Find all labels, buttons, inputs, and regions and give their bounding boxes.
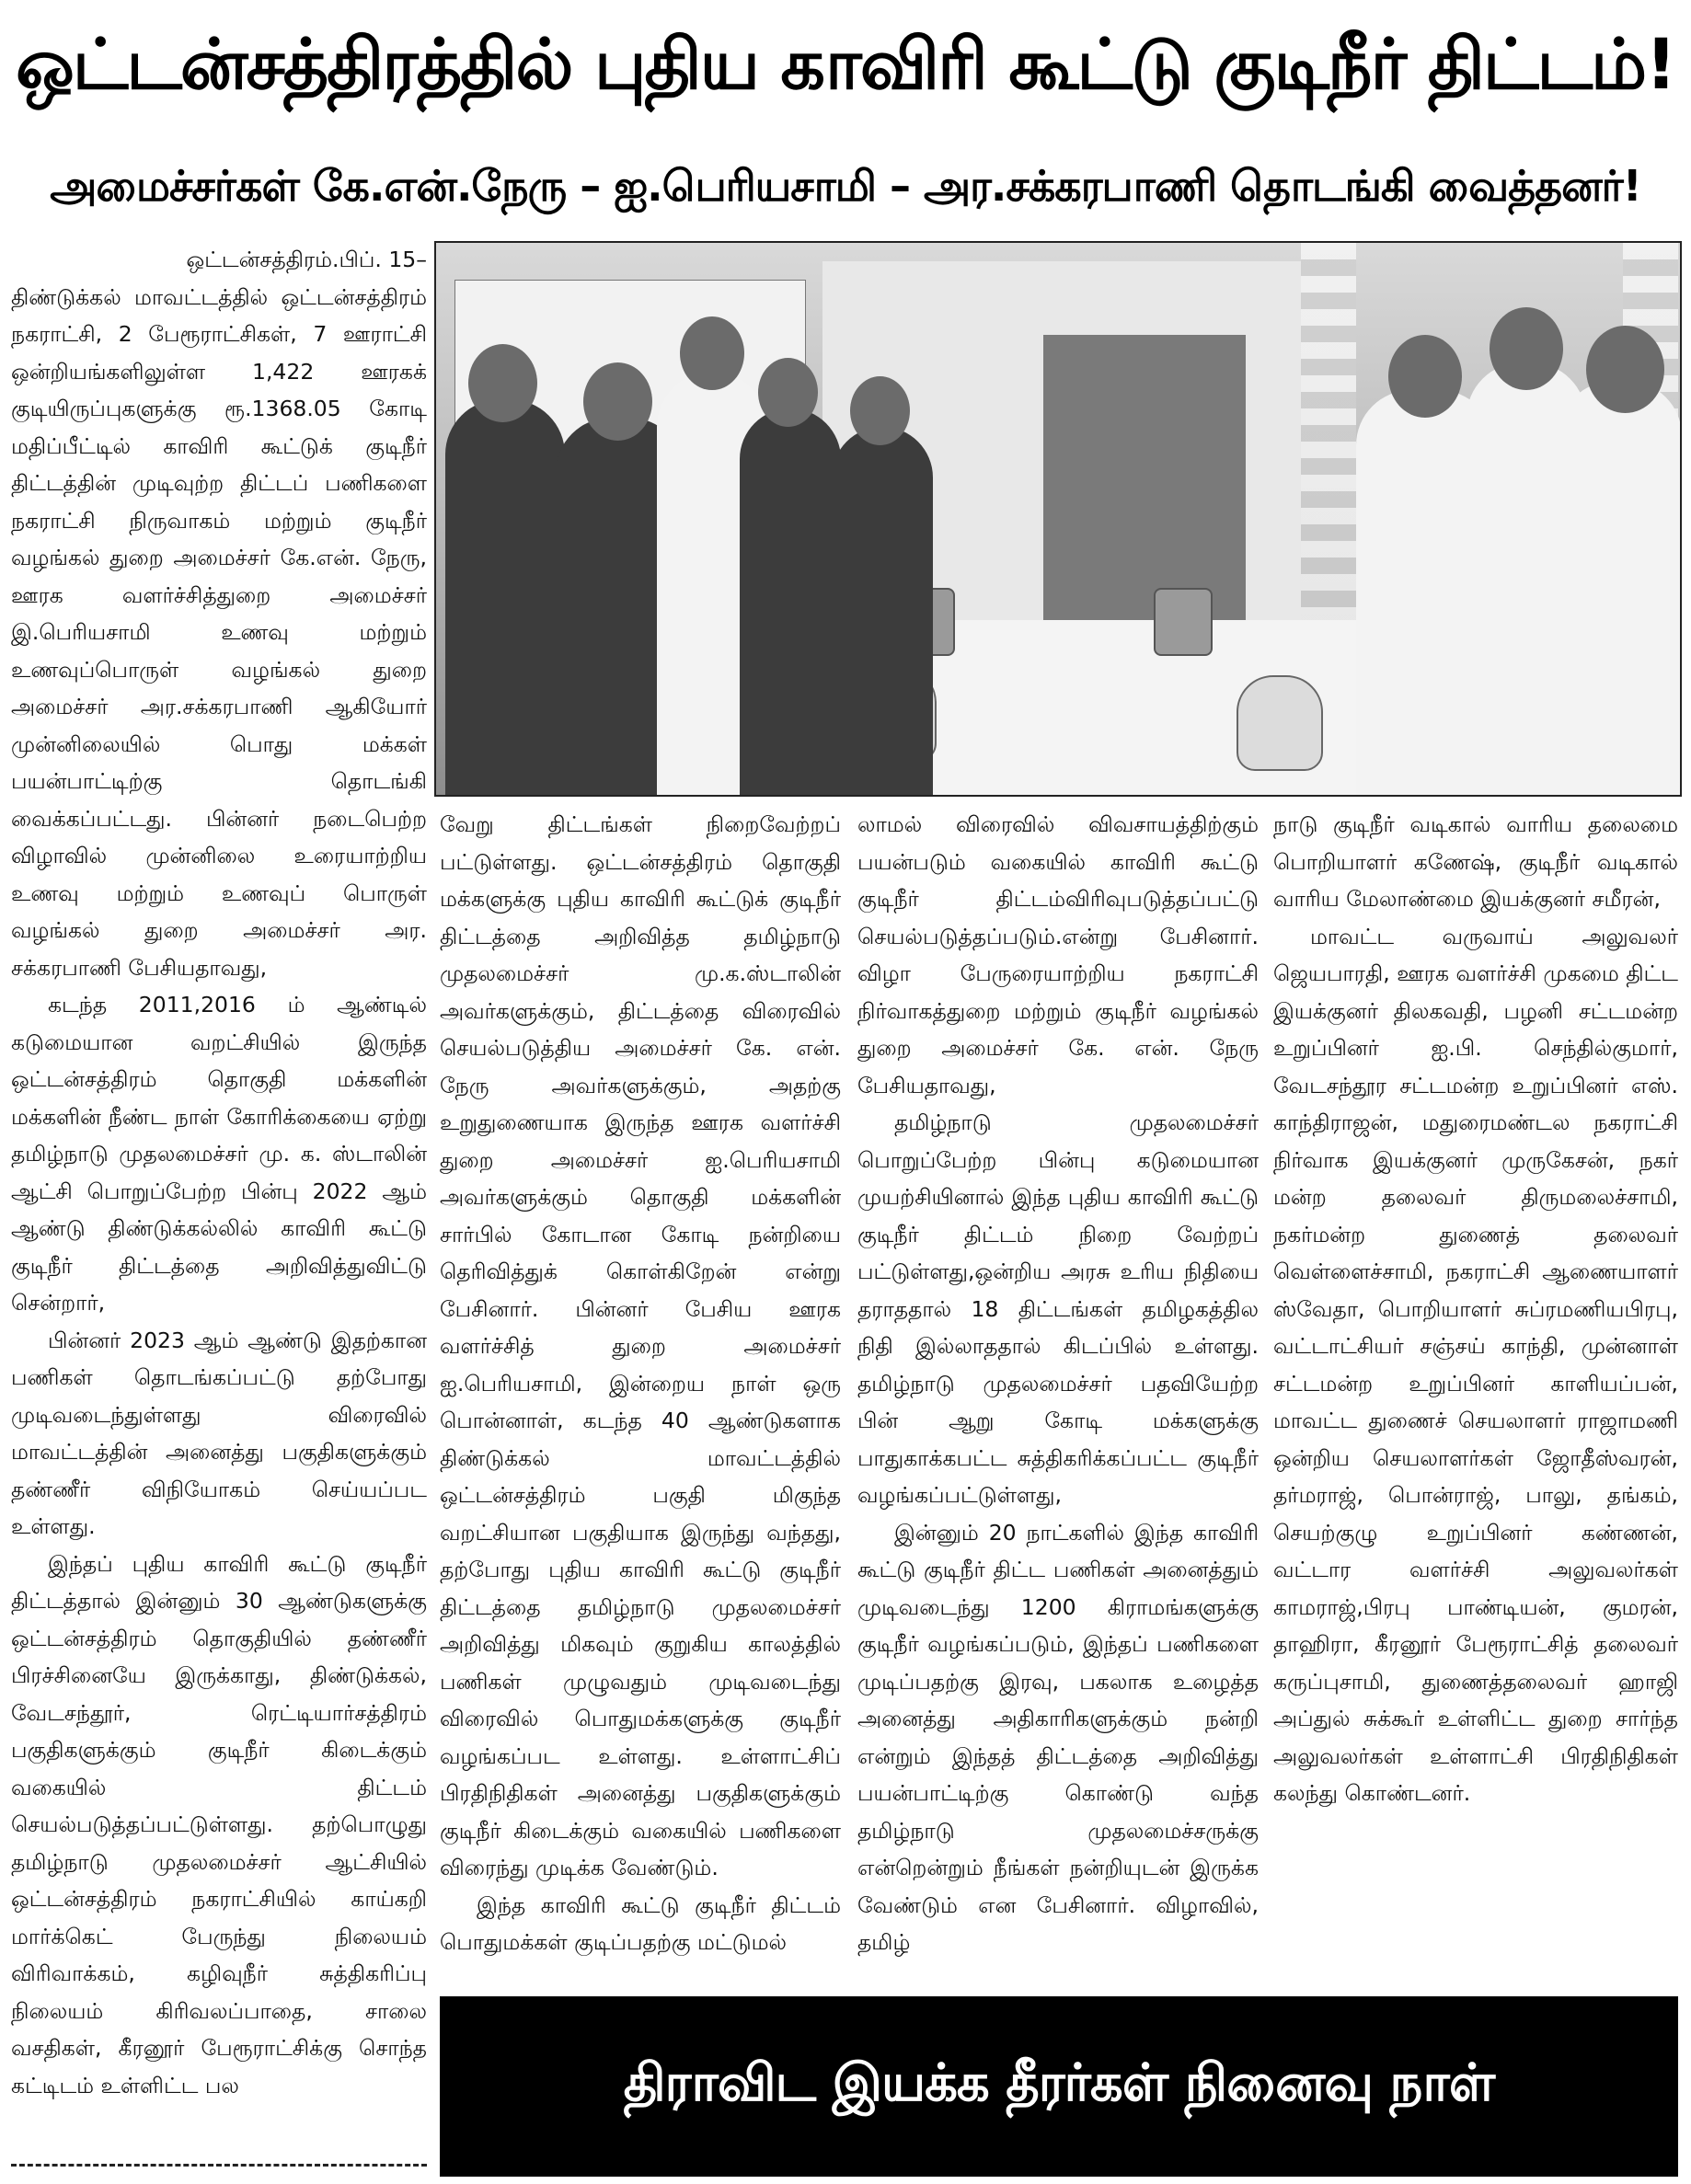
paragraph: மாவட்ட வருவாய் அலுவலர் ஜெயபாரதி, ஊரக வளர்ச்சி முகமை திட்ட இயக்குனர் திலகவதி, பழனி சட்டமன்ற உறுப்பினர் ஐ.பி. செந்தில்குமார், வேடசந்தூர சட்டமன்ற உறுப்பினர் எஸ். காந்திராஜன், மதுரைமண்டல நகராட்சி நிர்வாக இயக்குனர் முருகேசன், நகர் மன்ற தலைவர் திருமலைச்சாமி, நகர்மன்ற துணைத் தலைவர் வெள்ளைச்சாமி, நகராட்சி ஆணையாளர் ஸ்வேதா, பொறியாளர் சுப்ரமணியபிரபு, வட்டாட்சியர் சஞ்சய் காந்தி, முன்னாள் சட்டமன்ற உறுப்பினர் காளியப்பன், மாவட்ட துணைச் செயலாளர் ராஜாமணி ஒன்றிய செயலாளர்கள் ஜோதீஸ்வரன், தர்மராஜ், பொன்ராஜ், பாலு, தங்கம், செயற்குழு உறுப்பினர் கண்ணன், வட்டார வளர்ச்சி அலுவலர்கள் காமராஜ்,பிரபு பாண்டியன், குமரன், தாஹிரா, கீரனூர் பேரூராட்சித் தலைவர் கருப்புசாமி, துணைத்தலைவர் ஹாஜி அப்துல் சுக்கூர் உள்ளிட்ட துறை சார்ந்த அலுவலர்கள் உள்ளாட்சி பிரதிநிதிகள் கலந்து கொண்டனர். bbox=[1273, 923, 1678, 1806]
paragraph: இந்தப் புதிய காவிரி கூட்டு குடிநீர் திட்டத்தால் இன்னும் 30 ஆண்டுகளுக்கு ஒட்டன்சத்திரம் தொகுதியில் தண்ணீர் பிரச்சினையே இருக்காது, திண்டுக்கல், வேடசந்தூர், ரெட்டியார்சத்திரம் பகுதிகளுக்கும் குடிநீர் கிடைக்கும் வகையில் திட்டம் செயல்படுத்தப்பட்டுள்ளது. தற்பொழுது தமிழ்நாடு முதலமைச்சர் ஆட்சியில் ஒட்டன்சத்திரம் நகராட்சியில் காய்கறி மார்க்கெட் பேருந்து நிலையம் விரிவாக்கம், கழிவுநீர் சுத்திகரிப்பு நிலையம் கிரிவலப்பாதை, சாலை வசதிகள், கீரனூர் பேரூராட்சிக்கு சொந்த கட்டிடம் உள்ளிட்ட பல bbox=[11, 1550, 427, 2098]
person-head bbox=[1586, 326, 1664, 413]
person-figure bbox=[740, 408, 841, 795]
article-column-1 bbox=[11, 241, 427, 2145]
article-column-2 bbox=[440, 806, 841, 1983]
stage-panel bbox=[1043, 335, 1246, 638]
person-figure bbox=[832, 427, 933, 795]
water-pot-icon bbox=[1237, 675, 1323, 771]
paragraph: லாமல் விரைவில் விவசாயத்திற்கும் பயன்படும் வகையில் காவிரி கூட்டு குடிநீர் திட்டம்விரிவுபடுத்தப்பட்டு செயல்படுத்தப்படும்.என்று பேசினார். விழா பேருரையாற்றிய நகராட்சி நிர்வாகத்துறை மற்றும் குடிநீர் வழங்கல் துறை அமைச்சர் கே. என். நேரு பேசியதாவது, bbox=[857, 811, 1259, 1098]
article-column-4 bbox=[1273, 806, 1678, 1983]
paragraph: பின்னர் 2023 ஆம் ஆண்டு இதற்கான பணிகள் தொடங்கப்பட்டு தற்போது முடிவடைந்துள்ளது விரைவில் மாவட்டத்தின் அனைத்து பகுதிகளுக்கும் தண்ணீர் விநியோகம் செய்யப்பட உள்ளது. bbox=[11, 1327, 427, 1539]
person-head bbox=[1388, 335, 1462, 418]
paragraph: தமிழ்நாடு முதலமைச்சர் பொறுப்பேற்ற பின்பு கடுமையான முயற்சியினால் இந்த புதிய காவிரி கூட்டு குடிநீர் திட்டம் நிறை வேற்றப் பட்டுள்ளது,ஒன்றிய அரசு உரிய நிதியை தராததால் 18 திட்டங்கள் தமிழகத்தில நிதி இல்லாததால் கிடப்பில் உள்ளது. தமிழ்நாடு முதலமைச்சர் பதவியேற்ற பின் ஆறு கோடி மக்களுக்கு பாதுகாக்கபட்ட சுத்திகரிக்கப்பட்ட குடிநீர் வழங்கப்பட்டுள்ளது, bbox=[857, 1109, 1259, 1508]
person-figure bbox=[1559, 381, 1682, 795]
article-column-3 bbox=[857, 806, 1259, 1983]
paragraph: வேறு திட்டங்கள் நிறைவேற்றப் பட்டுள்ளது. ஒட்டன்சத்திரம் தொகுதி மக்களுக்கு புதிய காவிரி கூட்டுக் குடிநீர் திட்டத்தை அறிவித்த தமிழ்நாடு முதலமைச்சர் மு.க.ஸ்டாலின் அவர்களுக்கும், திட்டத்தை விரைவில் செயல்படுத்திய அமைச்சர் கே. என். நேரு அவர்களுக்கும், அதற்கு உறுதுணையாக இருந்த ஊரக வளர்ச்சி துறை அமைச்சர் ஐ.பெரியசாமி அவர்களுக்கும் தொகுதி மக்களின் சார்பில் கோடான கோடி நன்றியை தெரிவித்துக் கொள்கிறேன் என்று பேசினார். பின்னர் பேசிய ஊரக வளர்ச்சித் துறை அமைச்சர் ஐ.பெரியசாமி, இன்றைய நாள் ஒரு பொன்னாள், கடந்த 40 ஆண்டுகளாக திண்டுக்கல் மாவட்டத்தில் ஒட்டன்சத்திரம் பகுதி மிகுந்த வறட்சியான பகுதியாக இருந்து வந்தது, தற்போது புதிய காவிரி கூட்டு குடிநீர் திட்டத்தை தமிழ்நாடு முதலமைச்சர் அறிவித்து மிகவும் குறுகிய காலத்தில் பணிகள் முழுவதும் முடிவடைந்து விரைவில் பொதுமக்களுக்கு குடிநீர் வழங்கப்பட உள்ளது. உள்ளாட்சிப் பிரதிநிதிகள் அனைத்து பகுதிகளுக்கும் குடிநீர் கிடைக்கும் வகையில் பணிகளை விரைந்து முடிக்க வேண்டும். bbox=[440, 811, 841, 1880]
news-photo bbox=[434, 241, 1682, 797]
paragraph: நாடு குடிநீர் வடிகால் வாரிய தலைமை பொறியாளர் கணேஷ், குடிநீர் வடிகால் வாரிய மேலாண்மை இயக்குனர் சமீரன், bbox=[1273, 811, 1678, 912]
person-head bbox=[468, 344, 537, 422]
paragraph: கடந்த 2011,2016 ம் ஆண்டில் கடுமையான வறட்சியில் இருந்த ஒட்டன்சத்திரம் தொகுதி மக்களின் மக்களின் நீண்ட நாள் கோரிக்கையை ஏற்று தமிழ்நாடு முதலமைச்சர் மு. க. ஸ்டாலின் ஆட்சி பொறுப்பேற்ற பின்பு 2022 ஆம் ஆண்டு திண்டுக்கல்லில் காவிரி கூட்டு குடிநீர் திட்டத்தை அறிவித்துவிட்டு சென்றார், bbox=[11, 992, 427, 1316]
paragraph: திண்டுக்கல் மாவட்டத்தில் ஒட்டன்சத்திரம் நகராட்சி, 2 பேரூராட்சிகள், 7 ஊராட்சி ஒன்றியங்களிலுள்ள 1,422 ஊரகக் குடியிருப்புகளுக்கு ரூ.1368.05 கோடி மதிப்பீட்டில் காவிரி கூட்டுக் குடிநீர் திட்டத்தின் முடிவுற்ற திட்டப் பணிகளை நகராட்சி நிருவாகம் மற்றும் குடிநீர் வழங்கல் துறை அமைச்சர் கே.என். நேரு, ஊரக வளர்ச்சித்துறை அமைச்சர் இ.பெரியசாமி உணவு மற்றும் உணவுப்பொருள் வழங்கல் துறை அமைச்சர் அர.சக்கரபாணி ஆகியோர் முன்னிலையில் பொது மக்கள் பயன்பாட்டிற்கு தொடங்கி வைக்கப்பட்டது. பின்னர் நடைபெற்ற விழாவில் முன்னிலை உரையாற்றிய உணவு மற்றும் உணவுப் பொருள் வழங்கல் துறை அமைச்சர் அர. சக்கரபாணி பேசியதாவது, bbox=[11, 283, 427, 981]
headline: ஒட்டன்சத்திரத்தில் புதிய காவிரி கூட்டு குடிநீர் திட்டம்! bbox=[16, 23, 1675, 105]
water-tap-icon bbox=[1154, 588, 1213, 656]
paragraph: இந்த காவிரி கூட்டு குடிநீர் திட்டம் பொதுமக்கள் குடிப்பதற்கு மட்டுமல் bbox=[440, 1891, 841, 1955]
paragraph: இன்னும் 20 நாட்களில் இந்த காவிரி கூட்டு குடிநீர் திட்ட பணிகள் அனைத்தும் முடிவடைந்து 1200 கிராமங்களுக்கு குடிநீர் வழங்கப்படும், இந்தப் பணிகளை முடிப்பதற்கு இரவு, பகலாக உழைத்த அனைத்து அதிகாரிகளுக்கும் நன்றி என்றும் இந்தத் திட்டத்தை அறிவித்து பயன்பாட்டிற்கு கொண்டு வந்த தமிழ்நாடு முதலமைச்சருக்கு என்றென்றும் நீங்கள் நன்றியுடன் இருக்க வேண்டும் என பேசினார். விழாவில், தமிழ் bbox=[857, 1519, 1259, 1955]
person-head bbox=[583, 362, 652, 441]
person-head bbox=[758, 358, 818, 427]
dateline: ஒட்டன்சத்திரம்.பிப். 15– bbox=[186, 247, 427, 272]
person-head bbox=[1490, 307, 1563, 390]
dashed-divider bbox=[11, 2164, 427, 2167]
person-figure bbox=[445, 399, 565, 795]
person-head bbox=[680, 316, 744, 390]
person-head bbox=[850, 376, 910, 445]
subheadline: அமைச்சர்கள் கே.என்.நேரு – ஐ.பெரியசாமி – அர.சக்கரபாணி தொடங்கி வைத்தனர்! bbox=[50, 160, 1641, 211]
footer-banner: திராவிட இயக்க தீரர்கள் நினைவு நாள் bbox=[440, 1996, 1678, 2177]
